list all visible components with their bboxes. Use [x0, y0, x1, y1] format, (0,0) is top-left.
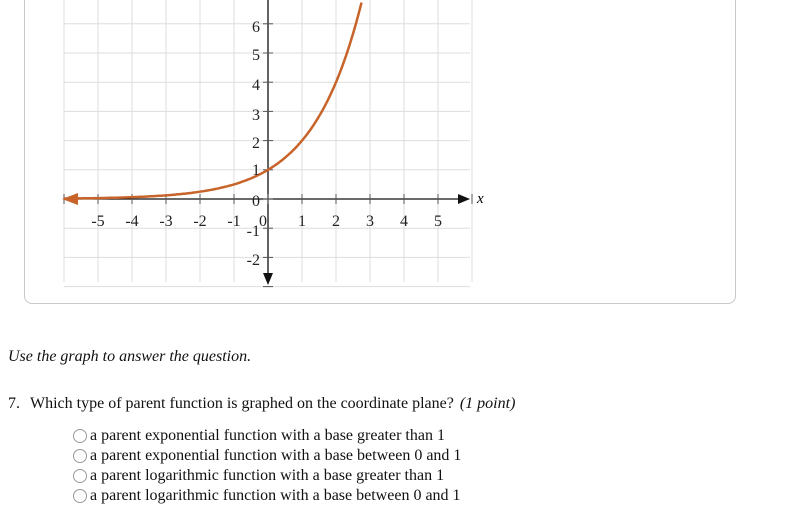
y-tick-label: 5 — [252, 47, 260, 64]
x-tick-label: -1 — [227, 213, 241, 230]
y-tick-label: -1 — [246, 223, 260, 240]
question — [8, 395, 515, 413]
answer-option-label: a parent logarithmic function with a base between 0 and 1 — [90, 487, 461, 504]
answer-option[interactable] — [73, 426, 461, 446]
answer-options — [73, 426, 461, 506]
radio-button-icon[interactable] — [73, 489, 87, 503]
instructions: Use the graph to answer the question. — [8, 348, 252, 365]
x-tick-label: 2 — [332, 213, 340, 230]
y-tick-label: 4 — [252, 77, 260, 94]
x-tick-label: 4 — [400, 213, 408, 230]
x-tick-label: 3 — [366, 213, 374, 230]
radio-button-icon[interactable] — [73, 449, 87, 463]
x-axis-label: x — [477, 191, 484, 207]
x-tick-label: 5 — [434, 213, 442, 230]
y-tick-label: -2 — [246, 252, 260, 269]
x-tick-label: -3 — [159, 213, 173, 230]
answer-option[interactable] — [73, 446, 461, 466]
answer-option-label: a parent logarithmic function with a base greater than 1 — [90, 467, 445, 484]
answer-option-label: a parent exponential function with a base between 0 and 1 — [90, 447, 462, 464]
x-axis-arrow — [458, 194, 470, 204]
answer-option-label: a parent exponential function with a base greater than 1 — [90, 427, 445, 444]
x-tick-label: -2 — [193, 213, 207, 230]
y-tick-label: 1 — [252, 162, 260, 179]
radio-button-icon[interactable] — [73, 429, 87, 443]
x-tick-label: 0 — [259, 213, 267, 230]
answer-option[interactable] — [73, 466, 461, 486]
y-tick-label: 3 — [252, 107, 260, 124]
question-number: 7. — [8, 395, 20, 412]
x-tick-label: -5 — [91, 213, 105, 230]
question-text: Which type of parent function is graphed on the coordinate plane? — [30, 395, 454, 412]
y-tick-label: 2 — [252, 135, 260, 152]
x-tick-label: 1 — [298, 213, 306, 230]
axes — [70, 0, 470, 285]
y-axis-arrow — [263, 273, 273, 285]
question-points: (1 point) — [459, 395, 516, 412]
x-tick-label: -4 — [125, 213, 139, 230]
y-tick-label: 6 — [252, 19, 260, 36]
function-curve — [64, 3, 362, 199]
answer-option[interactable] — [73, 486, 461, 506]
radio-button-icon[interactable] — [73, 469, 87, 483]
y-tick-label: 0 — [252, 193, 260, 210]
